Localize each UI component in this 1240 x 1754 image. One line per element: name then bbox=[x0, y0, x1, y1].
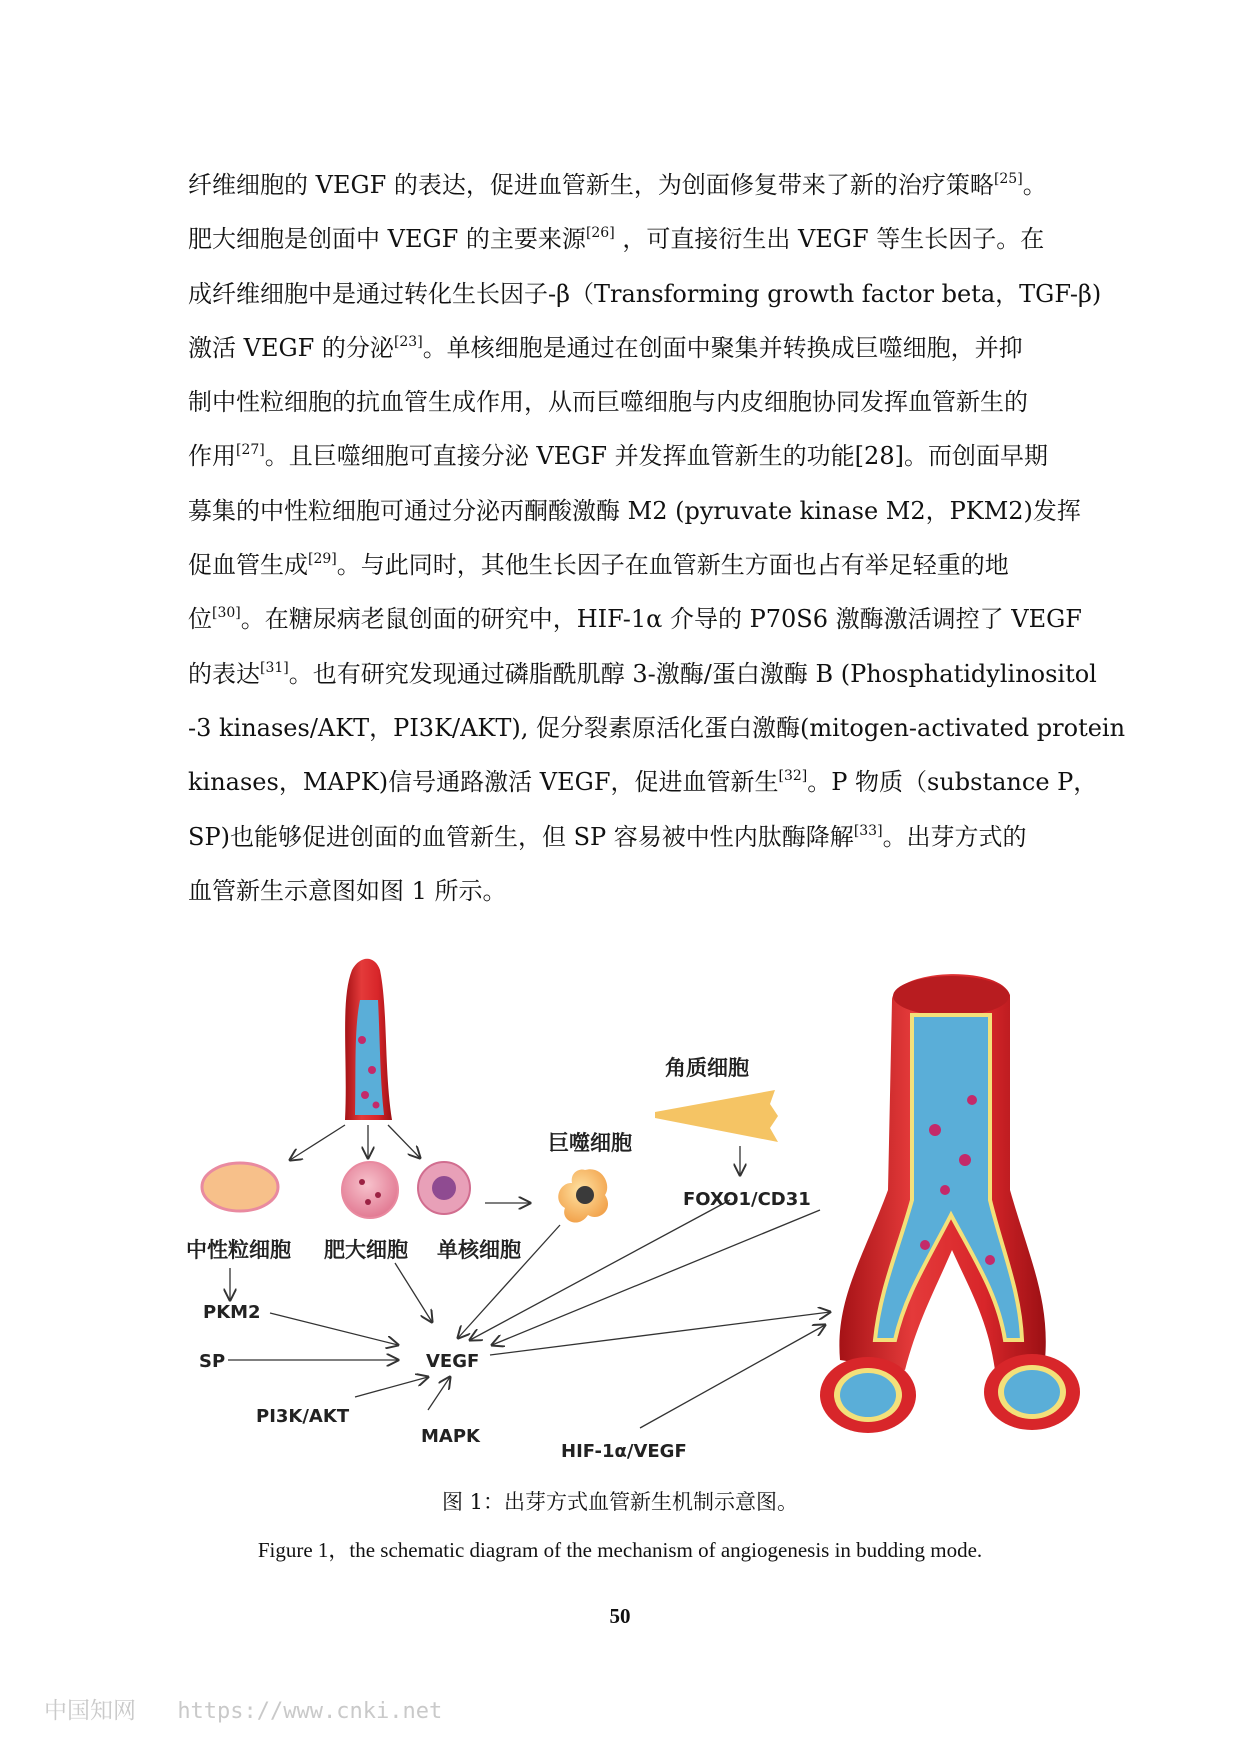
line-tail: 。且巨噬细胞可直接分泌 VEGF 并发挥血管新生的功能[28]。而创面早期 bbox=[264, 442, 1048, 471]
figure-caption-zh: 图 1：出芽方式血管新生机制示意图。 bbox=[441, 1490, 799, 1514]
line-text: 成纤维细胞中是通过转化生长因子-β（Transforming growth factor beta，TGF-β) bbox=[188, 279, 1102, 308]
watermark-brand: 中国知网 bbox=[44, 1698, 136, 1724]
rbc-icon bbox=[959, 1154, 971, 1166]
line-tail: 。P 物质（substance P， bbox=[807, 768, 1098, 797]
pkm2-label: PKM2 bbox=[203, 1302, 261, 1323]
line-text: 位 bbox=[188, 605, 212, 634]
paragraph-line bbox=[188, 267, 1102, 321]
small-vessel-graphic bbox=[345, 959, 392, 1120]
citation-ref: [31] bbox=[260, 659, 289, 676]
paragraph-line bbox=[188, 484, 1081, 538]
macrophage-label: 巨噬细胞 bbox=[548, 1131, 632, 1155]
citation-ref: [33] bbox=[853, 822, 883, 839]
rbc-icon bbox=[967, 1095, 977, 1105]
watermark-url: https://www.cnki.net bbox=[177, 1699, 443, 1724]
keratinocyte-cell-icon bbox=[655, 1090, 778, 1142]
line-text: 纤维细胞的 VEGF 的表达，促进血管新生，为创面修复带来了新的治疗策略 bbox=[188, 171, 994, 199]
paragraph-line bbox=[188, 647, 1097, 701]
paragraph-line bbox=[188, 212, 1068, 266]
hif-vegf-label: HIF-1α/VEGF bbox=[561, 1441, 687, 1462]
rbc-icon bbox=[373, 1102, 380, 1109]
figure-caption-en: Figure 1，the schematic diagram of the mechanism of angiogenesis in budding mode. bbox=[257, 1538, 983, 1562]
paragraph-line bbox=[188, 375, 1068, 429]
mast-cell-icon bbox=[342, 1162, 398, 1218]
citation-ref: [29] bbox=[308, 551, 337, 568]
neutrophil-cell-icon bbox=[202, 1163, 278, 1211]
mast-cell-label: 肥大细胞 bbox=[324, 1238, 408, 1262]
line-tail: 。出芽方式的 bbox=[882, 822, 1027, 851]
paragraph-line bbox=[188, 429, 1068, 483]
angiogenesis-figure bbox=[0, 950, 1240, 1480]
line-text: 作用 bbox=[188, 442, 236, 471]
paragraph-line bbox=[188, 538, 1068, 592]
paragraph-line bbox=[188, 321, 1068, 375]
line-text: 激活 VEGF 的分泌 bbox=[188, 333, 394, 362]
neutrophil-label: 中性粒细胞 bbox=[186, 1238, 291, 1262]
rbc-icon bbox=[368, 1066, 376, 1074]
line-tail: 。 bbox=[1022, 171, 1047, 199]
sp-label: SP bbox=[199, 1351, 226, 1372]
citation-ref: [30] bbox=[212, 605, 241, 622]
body-paragraph bbox=[188, 158, 1126, 918]
line-tail: ，可直接衍生出 VEGF 等生长因子。在 bbox=[614, 225, 1045, 254]
bifurcating-vessel-graphic bbox=[820, 974, 1080, 1433]
paragraph-line bbox=[188, 810, 1068, 864]
rbc-icon bbox=[985, 1255, 995, 1265]
line-tail: 。与此同时，其他生长因子在血管新生方面也占有举足轻重的地 bbox=[336, 551, 1009, 580]
rbc-icon bbox=[358, 1036, 366, 1044]
line-tail: 。单核细胞是通过在创面中聚集并转换成巨噬细胞，并抑 bbox=[422, 333, 1023, 362]
foxo1-cd31-label: FOXO1/CD31 bbox=[683, 1189, 811, 1210]
line-text: 血管新生示意图如图 1 所示。 bbox=[188, 876, 507, 905]
citation-ref: [27] bbox=[236, 442, 265, 459]
line-text: -3 kinases/AKT，PI3K/AKT), 促分裂素原活化蛋白激酶(mitogen-activated protein bbox=[188, 713, 1126, 742]
line-text: 募集的中性粒细胞可通过分泌丙酮酸激酶 M2 (pyruvate kinase M2，PKM2)发挥 bbox=[188, 496, 1081, 525]
rbc-icon bbox=[929, 1124, 941, 1136]
rbc-icon bbox=[920, 1240, 930, 1250]
watermark bbox=[44, 1692, 442, 1725]
rbc-icon bbox=[361, 1091, 369, 1099]
vegf-label: VEGF bbox=[426, 1351, 480, 1372]
line-text: kinases，MAPK)信号通路激活 VEGF，促进血管新生 bbox=[188, 768, 779, 797]
paragraph-line bbox=[188, 701, 1126, 755]
paragraph-line bbox=[188, 864, 1068, 918]
line-text: SP)也能够促进创面的血管新生，但 SP 容易被中性内肽酶降解 bbox=[188, 822, 854, 851]
line-text: 制中性粒细胞的抗血管生成作用，从而巨噬细胞与内皮细胞协同发挥血管新生的 bbox=[188, 388, 1028, 417]
pi3k-akt-label: PI3K/AKT bbox=[256, 1406, 350, 1427]
paragraph-line bbox=[188, 755, 1098, 809]
line-tail: 。在糖尿病老鼠创面的研究中，HIF-1α 介导的 P70S6 激酶激活调控了 VEGF bbox=[240, 605, 1082, 634]
paragraph-line bbox=[188, 592, 1082, 646]
keratinocyte-label: 角质细胞 bbox=[665, 1056, 749, 1080]
line-text: 的表达 bbox=[188, 659, 260, 688]
citation-ref: [32] bbox=[778, 768, 808, 785]
citation-ref: [23] bbox=[393, 333, 423, 350]
page-number: 50 bbox=[609, 1604, 631, 1628]
citation-ref: [25] bbox=[993, 171, 1023, 187]
line-text: 肥大细胞是创面中 VEGF 的主要来源 bbox=[188, 225, 586, 254]
mapk-label: MAPK bbox=[421, 1426, 480, 1447]
line-text: 促血管生成 bbox=[188, 551, 308, 580]
rbc-icon bbox=[940, 1185, 950, 1195]
monocyte-label: 单核细胞 bbox=[437, 1238, 521, 1262]
citation-ref: [26] bbox=[585, 225, 615, 242]
paragraph-line bbox=[188, 158, 1068, 212]
line-tail: 。也有研究发现通过磷脂酰肌醇 3-激酶/蛋白激酶 B (Phosphatidylinositol bbox=[288, 659, 1097, 688]
